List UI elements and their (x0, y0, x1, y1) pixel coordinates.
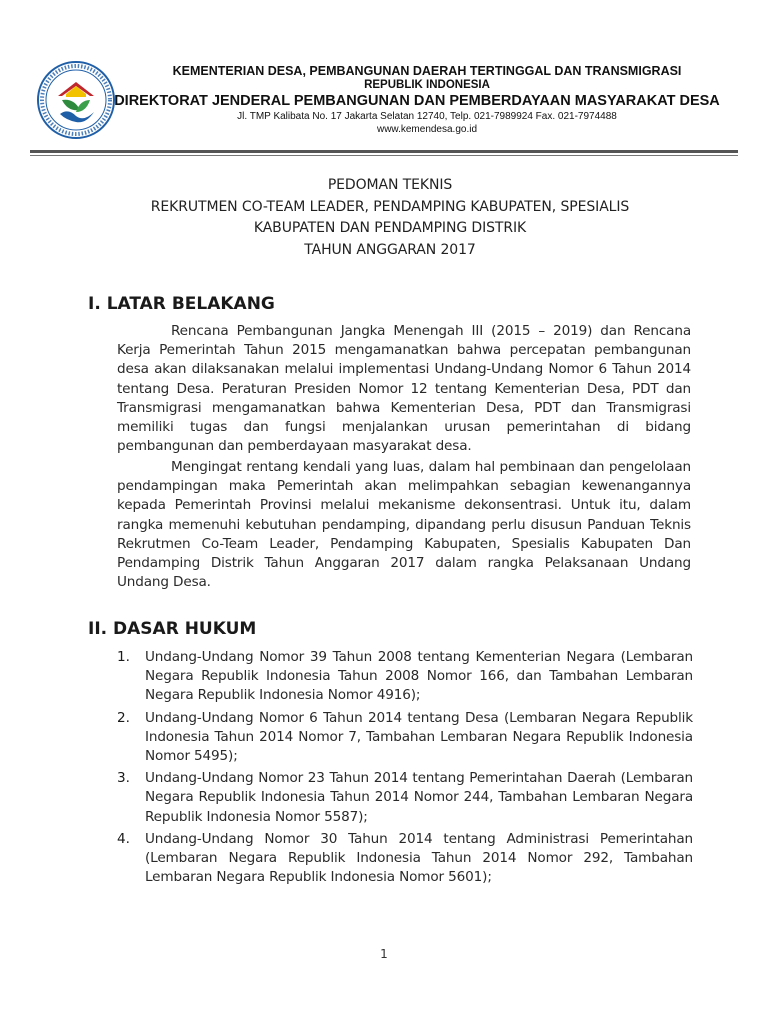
office-address: Jl. TMP Kalibata No. 17 Jakarta Selatan 12740, Telp. 021-7989924 Fax. 021-7974488 (237, 111, 617, 122)
republic-name: REPUBLIK INDONESIA (364, 79, 490, 91)
list-item-number: 4. (117, 830, 130, 847)
title-line-2: REKRUTMEN CO-TEAM LEADER, PENDAMPING KABUPATEN, SPESIALIS (150, 198, 630, 215)
list-item (117, 709, 693, 767)
letterhead-divider-thin (30, 155, 738, 156)
ministry-name: KEMENTERIAN DESA, PEMBANGUNAN DAERAH TERTINGGAL DAN TRANSMIGRASI (172, 64, 682, 78)
list-item-text: Undang-Undang Nomor 6 Tahun 2014 tentang Desa (Lembaran Negara Republik Indonesia Tahun 2014 Nomor 7, Tambahan Lembaran Negara Republik Indonesia Nomor 5495); (145, 709, 693, 765)
directorate-name: DIREKTORAT JENDERAL PEMBANGUNAN DAN PEMBERDAYAAN MASYARAKAT DESA (114, 93, 720, 109)
title-line-3: KABUPATEN DAN PENDAMPING DISTRIK (253, 220, 527, 236)
list-item-number: 3. (117, 770, 130, 787)
legal-basis-list (117, 648, 693, 890)
letterhead (30, 58, 730, 148)
background-paragraph-1: Rencana Pembangunan Jangka Menengah III (2015 – 2019) dan Rencana Kerja Pemerintah Tahun 2015 mengamanatkan bahwa percepatan pembangunan desa akan dilaksanakan melalui implementasi Undang-Undang Nomor 6 Tahun 2014 tentang Desa. Peraturan Presiden Nomor 12 tentang Kementerian Desa, PDT dan Transmigrasi mengamanatkan bahwa Kementerian Desa, PDT dan Transmigrasi memiliki tugas dan fungsi menjalankan urusan pemerintahan di bidang pembangunan dan pemberdayaan masyarakat desa. (117, 323, 691, 455)
background-paragraph-2: Mengingat rentang kendali yang luas, dalam hal pembinaan dan pengelolaan pendampingan maka Pemerintah akan melimpahkan sebagian kewenangannya kepada Pemerintah Provinsi melalui mekanisme dekonsentrasi. Untuk itu, dalam rangka memenuhi kebutuhan pendamping, dipandang perlu disusun Panduan Teknis Rekrutmen Co-Team Leader, Pendamping Kabupaten, Spesialis Kabupaten Dan Pendamping Distrik Tahun Anggaran 2017 dalam rangka Pelaksanaan Undang Undang Desa. (117, 459, 691, 591)
website-link[interactable]: www.kemendesa.go.id (376, 124, 478, 135)
title-line-4: TAHUN ANGGARAN 2017 (304, 241, 476, 258)
document-title (60, 175, 720, 261)
page-number: 1 (380, 947, 388, 961)
list-item-text: Undang-Undang Nomor 39 Tahun 2008 tentang Kementerian Negara (Lembaran Negara Republik Indonesia Tahun 2008 Nomor 166, dan Tambahan Lembaran Negara Republik Indonesia Nomor 4916); (145, 649, 693, 704)
list-item (117, 830, 693, 888)
section-heading-legal-basis: II. DASAR HUKUM (88, 619, 257, 639)
list-item (117, 769, 693, 827)
letterhead-divider-thick (30, 150, 738, 153)
letterhead-text (114, 58, 732, 136)
list-item-text: Undang-Undang Nomor 23 Tahun 2014 tentang Pemerintahan Daerah (Lembaran Negara Republik Indonesia Tahun 2014 Nomor 244, Tambahan Lembaran Negara Republik Indonesia Nomor 5587); (145, 770, 693, 825)
list-item (117, 648, 693, 706)
list-item-number: 2. (117, 709, 130, 726)
list-item-text: Undang-Undang Nomor 30 Tahun 2014 tentang Administrasi Pemerintahan (Lembaran Negara Republik Indonesia Tahun 2014 Nomor 292, Tambahan Lembaran Negara Republik Indonesia Nomor 5601); (145, 830, 693, 886)
section-heading-background: I. LATAR BELAKANG (88, 294, 275, 314)
title-line-1: PEDOMAN TEKNIS (327, 177, 453, 193)
list-item-number: 1. (117, 649, 130, 665)
